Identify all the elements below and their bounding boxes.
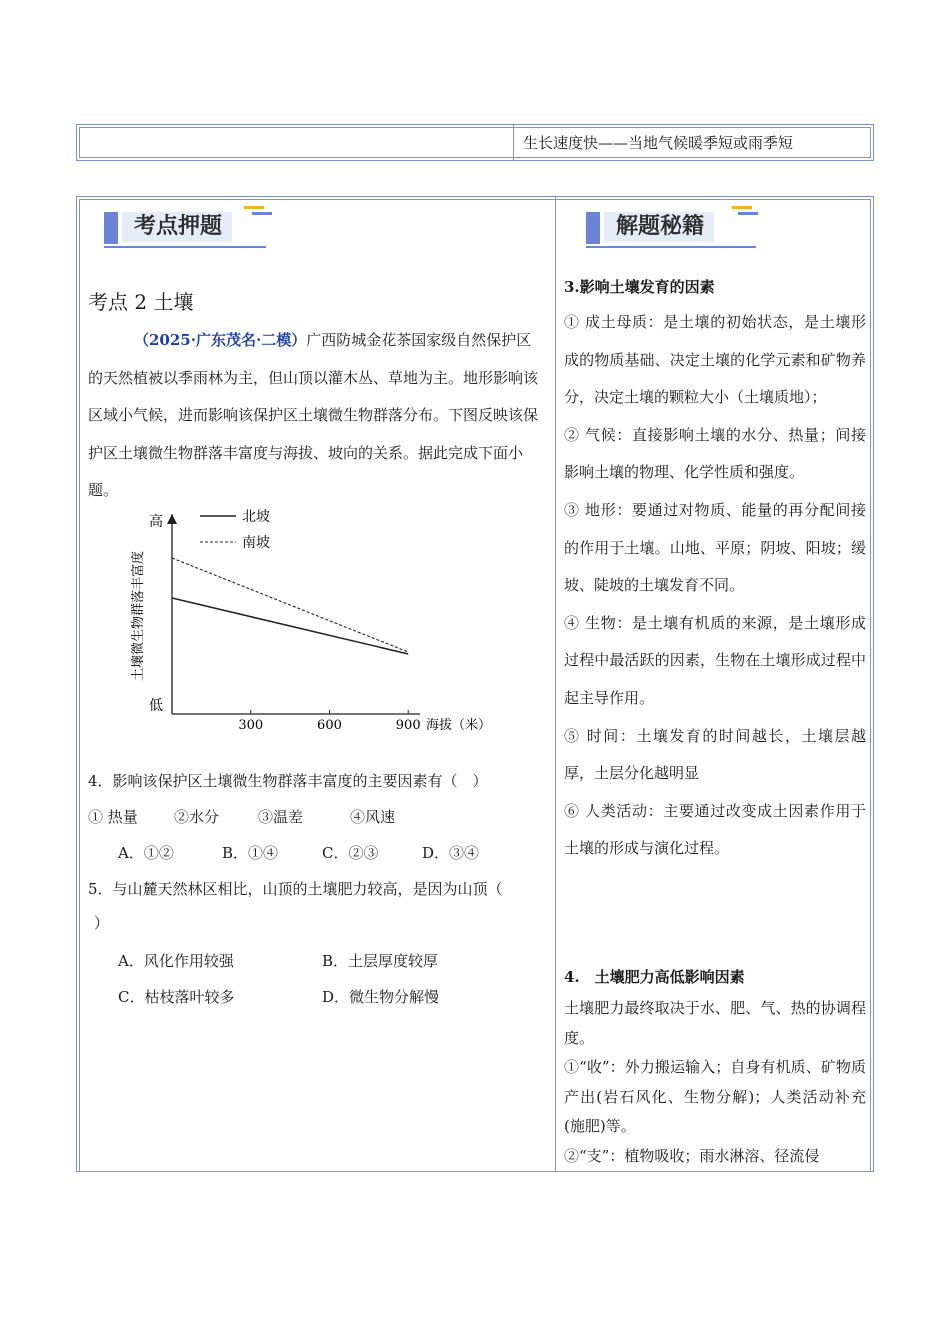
header-bar-icon [104, 212, 118, 244]
question-5-stem-cont: ） [94, 914, 110, 932]
top-table [76, 124, 874, 161]
q5-option-a[interactable]: A．风化作用较强 [118, 952, 234, 970]
q5-option-b[interactable]: B．土层厚度较厚 [322, 952, 439, 970]
y-low-label: 低 [149, 698, 163, 714]
x-tick-label: 300 [238, 718, 264, 733]
y-high-label: 高 [149, 514, 163, 530]
q4-option-b[interactable]: B．①④ [222, 844, 279, 862]
question-source: （2025·广东茂名·二模） [134, 331, 307, 349]
header-accent-yellow-icon [732, 206, 752, 209]
s4-item-intro: 土壤肥力最终取决于水、肥、气、热的协调程度。 [564, 999, 866, 1047]
section-4-title: 4. 土壤肥力高低影响因素 [564, 968, 745, 986]
q5-option-c[interactable]: C．枯枝落叶较多 [118, 988, 235, 1006]
s3-item-biology: ④ 生物：是土壤有机质的来源，是土壤形成过程中最活跃的因素，生物在土壤形成过程中起主导作用。 [564, 613, 866, 707]
legend-label: 北坡 [242, 509, 270, 525]
section-4-list [564, 994, 866, 1172]
section-3-list [564, 304, 866, 868]
column-divider [555, 197, 556, 1171]
x-tick-label: 600 [317, 718, 342, 733]
header-accent-blue-icon [738, 212, 758, 215]
s3-item-human: ⑥ 人类活动：主要通过改变成土因素作用于土壤的形成与演化过程。 [564, 801, 866, 858]
series-line-south [172, 558, 408, 652]
header-underline [104, 246, 266, 248]
passage-text: 广西防城金花茶国家级自然保护区的天然植被以季雨林为主，但山顶以灌木丛、草地为主。地形影响该区域小气候，进而影响该保护区土壤微生物群落分布。下图反映该保护区土壤微生物群落丰富度与海拔、坡向的关系。据此完成下面小题。 [88, 331, 539, 500]
s4-item-income: ①“收”：外力搬运输入；自身有机质、矿物质产出(岩石风化、生物分解)；人类活动补充(施肥)等。 [564, 1058, 866, 1136]
q4-option-c[interactable]: C．②③ [322, 844, 379, 862]
question-4-stem: 4．影响该保护区土壤微生物群落丰富度的主要因素有（ ） [88, 772, 488, 790]
q4-item-4: ④风速 [350, 808, 396, 826]
header-accent-yellow-icon [244, 206, 264, 209]
right-section-header [586, 202, 756, 246]
s3-item-time: ⑤ 时间：土壤发育的时间越长，土壤层越厚，土层分化越明显 [564, 726, 866, 783]
s3-item-terrain: ③ 地形：要通过对物质、能量的再分配间接的作用于土壤。山地、平原；阴坡、阳坡；缓坡、陡坡的土壤发育不同。 [564, 500, 866, 595]
section-3-title: 3.影响土壤发育的因素 [564, 278, 715, 296]
x-axis-title: 海拔（米） [426, 718, 492, 733]
kaodian-title: 考点 2 土壤 [88, 290, 194, 314]
q4-option-d[interactable]: D．③④ [422, 844, 480, 862]
top-table-right-cell: 生长速度快——当地气候暖季短或雨季短 [523, 134, 794, 152]
legend-label: 南坡 [242, 535, 270, 551]
header-underline [586, 246, 756, 248]
s3-item-parent-material: ① 成土母质：是土壤的初始状态，是土壤形成的物质基础、决定土壤的化学元素和矿物养分，决定土壤的颗粒大小（土壤质地）； [564, 313, 866, 407]
x-tick-label: 900 [395, 718, 421, 733]
header-bar-icon [586, 212, 600, 244]
y-axis-arrow-icon [167, 514, 177, 524]
header-accent-blue-icon [252, 212, 272, 215]
q4-item-2: ②水分 [174, 808, 220, 826]
series-line-north [172, 598, 408, 654]
question-5-stem: 5．与山麓天然林区相比，山顶的土壤肥力较高，是因为山顶（ [88, 880, 503, 898]
top-table-divider [513, 125, 514, 160]
s4-item-expense: ②“支”：植物吸收；雨水淋溶、径流侵 [564, 1146, 820, 1165]
left-section-header [104, 202, 274, 246]
line-chart [120, 500, 520, 740]
q4-item-1: ① 热量 [88, 808, 138, 826]
q4-item-3: ③温差 [258, 808, 304, 826]
s3-item-climate: ② 气候：直接影响土壤的水分、热量；间接影响土壤的物理、化学性质和强度。 [564, 425, 866, 482]
question-passage [88, 322, 546, 510]
q5-option-d[interactable]: D．微生物分解慢 [322, 988, 440, 1006]
y-axis-title: 土壤微生物群落丰富度 [131, 550, 146, 682]
right-header-title: 解题秘籍 [604, 212, 714, 242]
left-header-title: 考点押题 [122, 212, 232, 242]
q4-option-a[interactable]: A．①② [118, 844, 174, 862]
